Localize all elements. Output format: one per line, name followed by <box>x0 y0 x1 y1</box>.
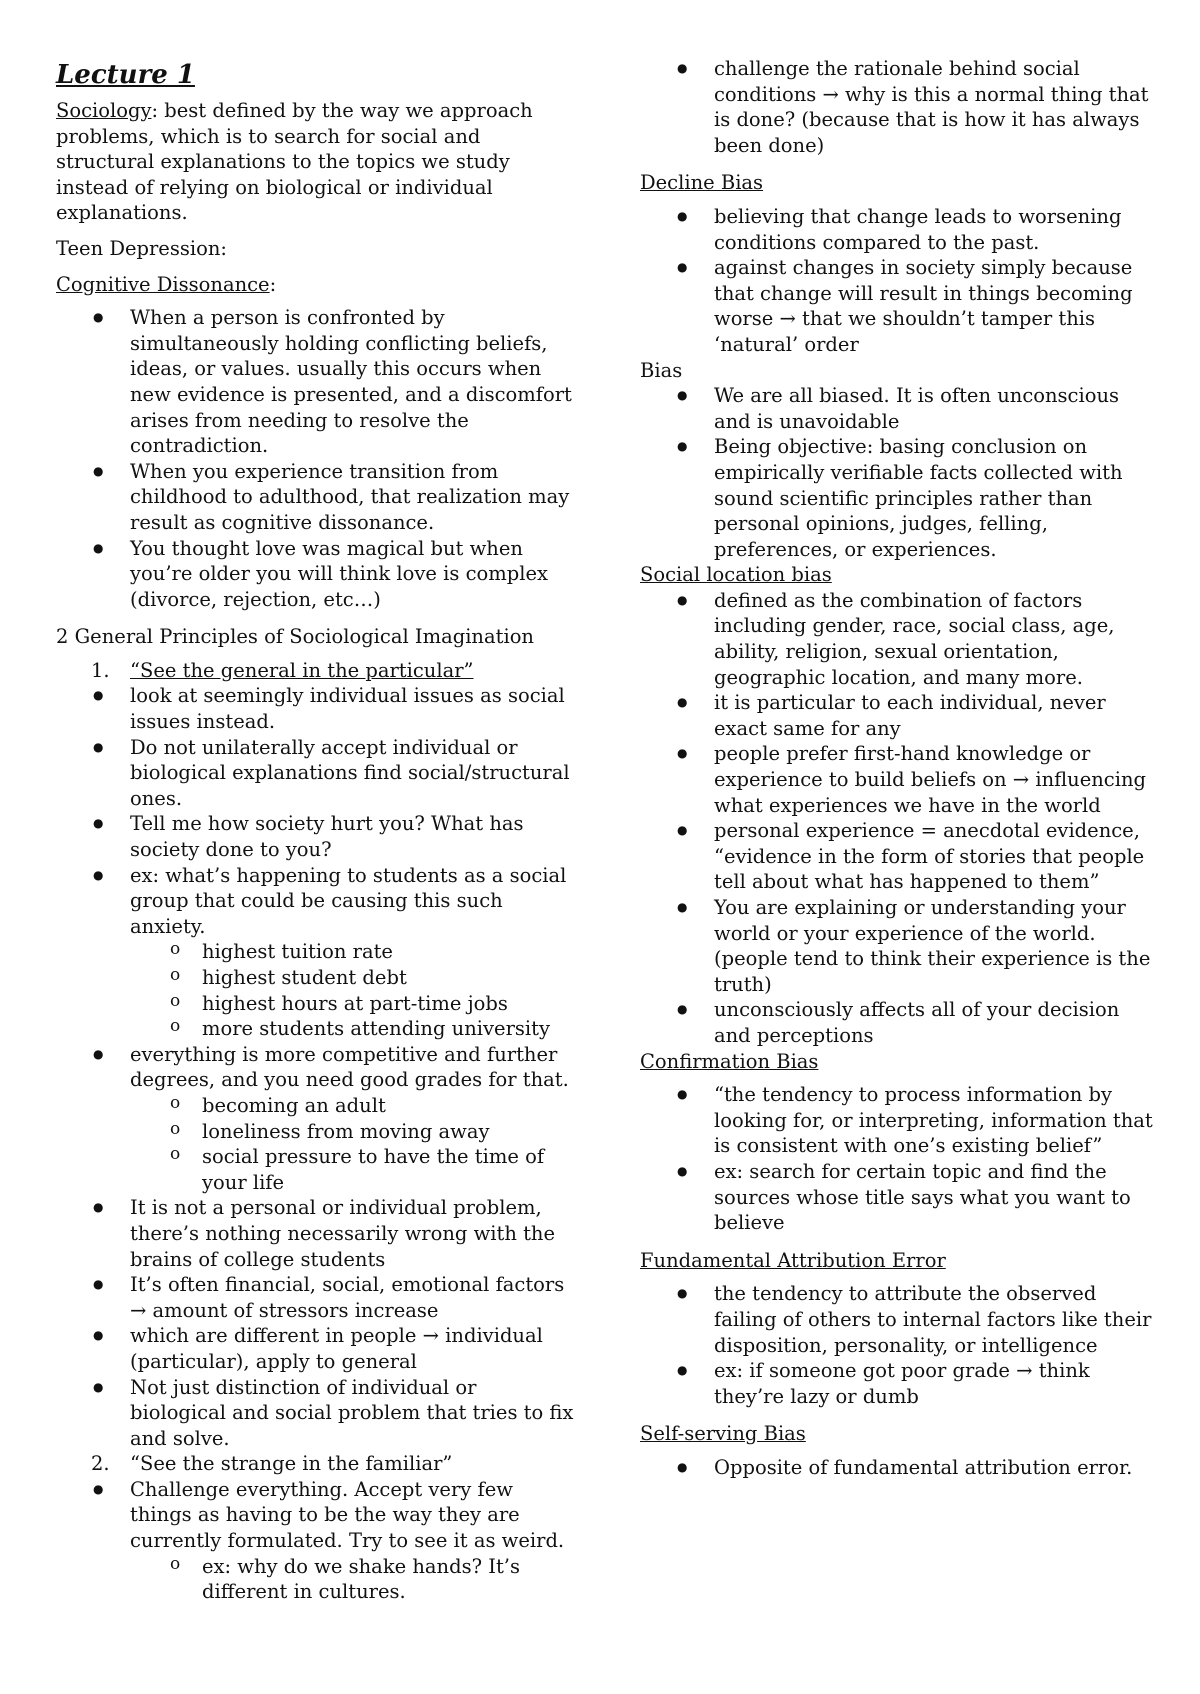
principles-heading: 2 General Principles of Sociological Imagination <box>56 625 534 649</box>
fundamental-attribution-error-heading: Fundamental Attribution Error <box>640 1248 946 1272</box>
sub-list-item: o loneliness from moving away <box>56 1119 576 1145</box>
social-location-bias-list <box>640 588 1160 1049</box>
cognitive-dissonance-term: Cognitive Dissonance <box>56 272 270 296</box>
social-location-bias-heading: Social location bias <box>640 563 832 587</box>
list-item: ● We are all biased. It is often unconscious and is unavoidable <box>640 383 1160 434</box>
list-item: ● Tell me how society hurt you? What has society done to you? <box>56 811 576 862</box>
sociology-term: Sociology <box>56 99 152 122</box>
sub-list-item: o becoming an adult <box>56 1093 576 1119</box>
list-item: ● ex: search for certain topic and find the sources whose title says what you want to believe <box>640 1159 1160 1236</box>
sub-list-item: o social pressure to have the time of your life <box>56 1144 576 1195</box>
principle-2-number: 2. <box>91 1452 110 1476</box>
list-item: ● Do not unilaterally accept individual or biological explanations find social/structural ones. <box>56 735 576 812</box>
list-item: ● against changes in society simply because that change will result in things becoming worse → that we shouldn’t tamper this ‘natural’ order <box>640 255 1160 357</box>
self-serving-bias-heading: Self-serving Bias <box>640 1422 806 1446</box>
left-column <box>56 58 576 1605</box>
list-item: ● Opposite of fundamental attribution error. <box>640 1455 1160 1481</box>
list-item: ● the tendency to attribute the observed failing of others to internal factors like their disposition, personality, or intelligence <box>640 1281 1160 1358</box>
sub-list-item: o highest tuition rate <box>56 939 576 965</box>
decline-bias-list <box>640 204 1160 358</box>
list-item: ● It’s often financial, social, emotional factors → amount of stressors increase <box>56 1272 576 1323</box>
list-item: ● look at seemingly individual issues as social issues instead. <box>56 683 576 734</box>
list-item: ● You are explaining or understanding your world or your experience of the world. (people tend to think their experience is the truth) <box>640 895 1160 997</box>
list-item: ● challenge the rationale behind social conditions → why is this a normal thing that is done? (because that is how it has always been done) <box>640 56 1160 158</box>
sub-list-item: o highest hours at part-time jobs <box>56 991 576 1017</box>
list-item: ● It is not a personal or individual problem, there’s nothing necessarily wrong with the brains of college students <box>56 1195 576 1272</box>
sub-list-item: o ex: why do we shake hands? It’s different in cultures. <box>56 1554 576 1605</box>
list-item: ● Not just distinction of individual or biological and social problem that tries to fix and solve. <box>56 1375 576 1452</box>
list-item: ● ex: what’s happening to students as a social group that could be causing this such anxiety. <box>56 863 576 940</box>
bias-heading: Bias <box>640 358 683 382</box>
cognitive-dissonance-colon: : <box>269 272 277 296</box>
list-item: ● believing that change leads to worsening conditions compared to the past. <box>640 204 1160 255</box>
list-item: ● defined as the combination of factors including gender, race, social class, age, ability, religion, sexual orientation, geographic location, and many more. <box>640 588 1160 690</box>
sociology-definition <box>56 98 576 226</box>
list-item: ● When a person is confronted by simultaneously holding conflicting beliefs, ideas, or values. usually this occurs when new evidence is presented, and a discomfort arises from needing to resolve the contradiction. <box>56 305 576 459</box>
principle-1-label: “See the general in the particular” <box>130 658 474 682</box>
list-item: ● You thought love was magical but when you’re older you will think love is complex (divorce, rejection, etc…) <box>56 536 576 613</box>
list-item: ● it is particular to each individual, never exact same for any <box>640 690 1160 741</box>
confirmation-bias-list <box>640 1082 1160 1236</box>
list-item: ● ex: if someone got poor grade → think they’re lazy or dumb <box>640 1358 1160 1409</box>
list-item: ● Challenge everything. Accept very few things as having to be the way they are currently formulated. Try to see it as weird. <box>56 1477 576 1554</box>
principles-list <box>56 658 576 1605</box>
list-item: ● Being objective: basing conclusion on empirically verifiable facts collected with sound scientific principles rather than personal opinions, judges, felling, preferences, or experiences. <box>640 434 1160 562</box>
principle-1-number: 1. <box>91 658 110 682</box>
list-item: ● everything is more competitive and further degrees, and you need good grades for that. <box>56 1042 576 1093</box>
list-item: ● unconsciously affects all of your decision and perceptions <box>640 997 1160 1048</box>
cognitive-dissonance-list <box>56 305 576 612</box>
self-serving-bias-list <box>640 1455 1160 1481</box>
teen-depression-label: Teen Depression: <box>56 236 227 260</box>
list-item: ● which are different in people → individual (particular), apply to general <box>56 1323 576 1374</box>
list-item: ● people prefer first-hand knowledge or experience to build beliefs on → influencing what experiences we have in the world <box>640 741 1160 818</box>
fundamental-attribution-error-list <box>640 1281 1160 1409</box>
list-item: ● personal experience = anecdotal evidence, “evidence in the form of stories that people tell about what has happened to them” <box>640 818 1160 895</box>
sociology-def-text: : best defined by the way we approach problems, which is to search for social and structural explanations to the topics we study instead of relying on biological or individual explanations. <box>56 99 533 225</box>
principle-2 <box>56 1451 576 1477</box>
list-item: ● “the tendency to process information by looking for, or interpreting, information that is consistent with one’s existing belief” <box>640 1082 1160 1159</box>
decline-bias-heading: Decline Bias <box>640 171 764 195</box>
sub-list-item: o highest student debt <box>56 965 576 991</box>
continued-list <box>640 56 1160 158</box>
principle-1 <box>56 658 576 684</box>
sub-list-item: o more students attending university <box>56 1016 576 1042</box>
principle-2-label: “See the strange in the familiar” <box>130 1452 453 1476</box>
bias-list <box>640 383 1160 562</box>
confirmation-bias-heading: Confirmation Bias <box>640 1049 819 1073</box>
cognitive-dissonance-heading <box>56 272 576 298</box>
right-column <box>640 56 1160 1492</box>
lecture-title: Lecture 1 <box>56 60 195 90</box>
list-item: ● When you experience transition from childhood to adulthood, that realization may result as cognitive dissonance. <box>56 459 576 536</box>
